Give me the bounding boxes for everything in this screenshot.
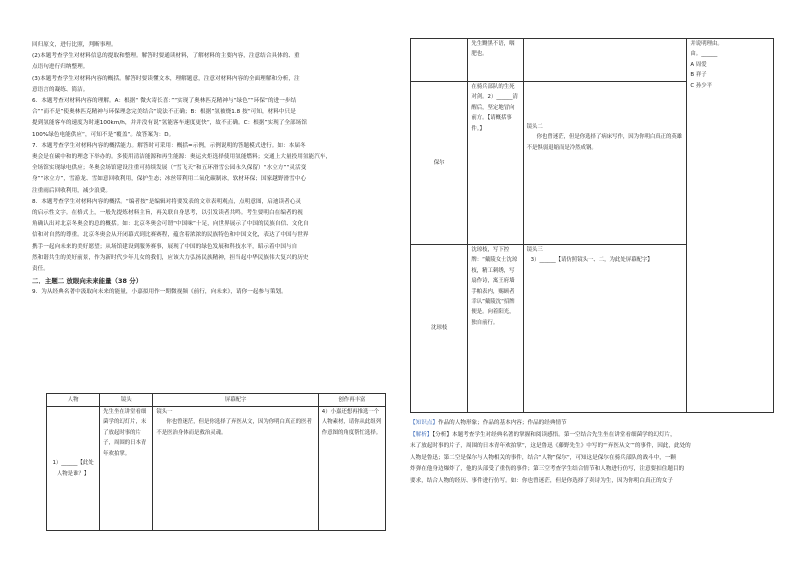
- header-enrich: 创作再丰富: [318, 394, 385, 407]
- scene-desc-cell: 先生坐在讲堂看细菌学的幻灯片，末了放起时事的片子，周围的日本青年欢拍掌。: [100, 407, 153, 531]
- enrich-answer-line[interactable]: 由。______: [690, 51, 718, 58]
- answer-line: 回归原文，进行比照，判断事理。: [32, 42, 117, 48]
- analysis-line: 人物是鲁迅；第二空是保尔与人物相关的事件，结合“人物”保尔“，可知这是保尔在骑兵部队的战斗中，一颗: [410, 454, 677, 461]
- answer-line: 然和谐共生的美好前景，作为新时代少年儿女的我们，应该大力弘扬民族精神，担当起中华民族伟大复兴的历史: [32, 254, 309, 261]
- knowledge-text: 作品的人物形象；作品的基本内容；作品的经典情节: [437, 420, 567, 426]
- person-name-shen: 沈琼枝: [411, 245, 468, 413]
- header-caption: 屏幕配字: [153, 394, 318, 407]
- planning-table-left: [46, 393, 386, 531]
- question-9-text: 9．为从经典名著中汲取向未来的能量，小嘉拟用作一期微视频《前行，向未来》，请你一起参与策划。: [32, 289, 287, 296]
- knowledge-line: [410, 418, 774, 430]
- answer-line: 注重雨后回收利用，减少浪费。: [32, 187, 112, 194]
- scene-desc-cell[interactable]: 在骑兵部队的生死对剑。2）______清醒后，坚定地冒向前方。【请概括事件。】: [468, 82, 523, 245]
- answer-line: 合”“而不是”使奥林匹克精神与环保理念完美结合“说法不正确；B：根据”氢被烧1.8 按“可知，材料中只是: [32, 109, 296, 116]
- answer-line: (2)本题考查学生对材料信息的提取和整理。解答时要通读材料，了解材料的主要内容，注意结合具体的、重: [32, 53, 300, 60]
- option-b: B 祥子: [690, 72, 707, 79]
- person-cell[interactable]: 1）______【此处人物是谁？】: [47, 407, 100, 531]
- enrich-cell[interactable]: [687, 39, 774, 413]
- analysis-line: [410, 430, 774, 442]
- planning-table-right: [410, 38, 774, 413]
- option-a: A 周爱: [690, 61, 707, 68]
- header-person: 人物: [47, 394, 100, 407]
- answer-line: 提到氢能客车的速度为时速100km/h，并并没有说”氢能客车速度更快“，故不正确。C：根据”实现了全部场馆: [32, 120, 307, 127]
- answer-line: (3)本题考查学生对材料内容的概括。解答时要读懂文本，理解题意，注意对材料内容的全面理解和分析，注: [32, 75, 300, 82]
- answer-line: 7．本题考查学生对材料内容的概括能力。解答时可采用：概括=示例，示例说明的答题模式进行。如：本届冬: [32, 142, 306, 149]
- analysis-line: 末了放起时事的片子，周围的日本青年欢拍掌“，这是鲁迅《藤野先生》中写的“‘弃医从文’”的事件，因此，此处的: [410, 443, 691, 450]
- answer-line: 携手一起向未来的美好愿望；从场馆建设到服务赛事，展现了中国的绿色发展和科技水平，昭示着中国与自: [32, 243, 298, 250]
- scene-desc-cell: 先生黝黑不语，咽肥也。: [468, 39, 523, 82]
- answer-line: 意语言的凝练、简洁。: [32, 86, 89, 93]
- knowledge-label: 【知识点】: [410, 420, 438, 426]
- enrich-cell[interactable]: 4）小嘉还想再推选一个人物素材，请你从此组列作意图的角度帮忙选择。: [318, 407, 385, 531]
- enrich-title: 并说明理由。: [690, 41, 723, 47]
- answer-line: 责任。: [32, 266, 49, 273]
- analysis-label: 【解析】: [410, 431, 433, 438]
- caption-cell: [523, 82, 687, 245]
- caption-cell: [153, 407, 318, 531]
- section-title: 二．主题二 放眼向未来能量（38 分）: [32, 277, 143, 286]
- person-cell-empty: [411, 39, 468, 82]
- analysis-line: 要求，结合人物的经历、事件进行仿写。如：你也曾迷茫，但是你选择了卖诗为生，因为你明白真正的女子: [410, 477, 673, 484]
- shot-label: 镜头二: [526, 124, 543, 130]
- caption-text: 你也曾迷茫，但是你选择了病床写作，因为你明白真正的英雄不是惧弱退缩而是冷然成钢。: [526, 134, 683, 151]
- answer-line: 的启示性文字。在格式上，一般先提炼材料主旨，再关联自身思考，以引发读者共鸣。考生要明白在编者的视: [32, 210, 303, 217]
- caption-text[interactable]: 3）______【请仿照镜头一、二，为此处屏幕配字】: [530, 257, 653, 264]
- person-name-baoer: 保尔: [411, 82, 468, 245]
- header-shot: 镜头: [100, 394, 153, 407]
- answer-line: 身”“冰立方”，雪游龙、雪如意回收利用，保护生态；冰丝带利用二氧化碳制冰，软材环保；国家越野滑雪中心: [32, 176, 307, 183]
- caption-text: 你也曾迷茫，但是你选择了弃医从文，因为你明白真正的医者不是医治身体而是救治灵魂。: [156, 419, 312, 436]
- scene-desc-cell: 沈琼枝，写下控牌：“戴陵女士沈琼枝，精工刺绣，写扇作诗，寓王府墙手帕表内，赐顾者幸认”戴陵沈“招牌便是。向着阳光，独自前行。: [468, 245, 523, 413]
- analysis-text: 本题考查学生对经典名著的掌握和阅读感悟。第一空结合先生坐在讲堂看细菌学的幻灯片，: [451, 431, 676, 438]
- option-c: C 孙少平: [690, 82, 713, 89]
- answer-line: 全场馆实现绿电供应；冬奥会场馆建设注重可持续发展（“雪飞天”和五环滑雪公园永久保留）“水立方”“灵活变: [32, 165, 307, 172]
- shot-label: 镜头一: [156, 409, 173, 415]
- answer-line: 100%绿色电能供应“，可知不是”覆盖“。故答案为：D。: [32, 131, 175, 138]
- analysis-block: [410, 418, 774, 488]
- answer-line: 角确认出对北京冬奥会的总的概括。如：北京冬奥会可谓“中国味”十足，向世界展示了中国的民族自信、文化自: [32, 221, 309, 228]
- caption-cell[interactable]: [523, 245, 687, 413]
- analysis-line: 炸弹在他身边爆炸了，他的头部受了重伤的事件；第三空考查学生结合情节和人物进行仿写，注意要扣住题目的: [410, 466, 685, 473]
- answer-line: 奥会是在碳中和的理念下举办的。多使用清洁能源和再生能源：奥运火炬选择使用氢能燃料；交通上大量投用氢能汽车，: [32, 154, 332, 161]
- answer-line: 点语句进行归纳整理。: [32, 64, 89, 71]
- left-column: [32, 40, 392, 299]
- answer-line: 6．本题考查对材料内容的理解。A：根据“ 微火寄长喜：”“实现了奥林匹克精神与“绿色”“环保”的进一步结: [32, 98, 297, 105]
- shot-label: 镜头三: [526, 247, 543, 253]
- caption-cell-empty: [523, 39, 687, 82]
- answer-line: 信和对自然的尊重。北京冬奥会从开闭幕式到比赛赛程，蕴含着浓浓的民族特色和中国文化，表达了中国与世界: [32, 232, 309, 239]
- analysis-tag: 【分析】: [432, 431, 452, 438]
- answer-line: 8．本题考查学生对材料内容的概括。“编者按”是编辑对将要发表的文章表明观点，点明意图，启迪读者心灵: [32, 198, 302, 205]
